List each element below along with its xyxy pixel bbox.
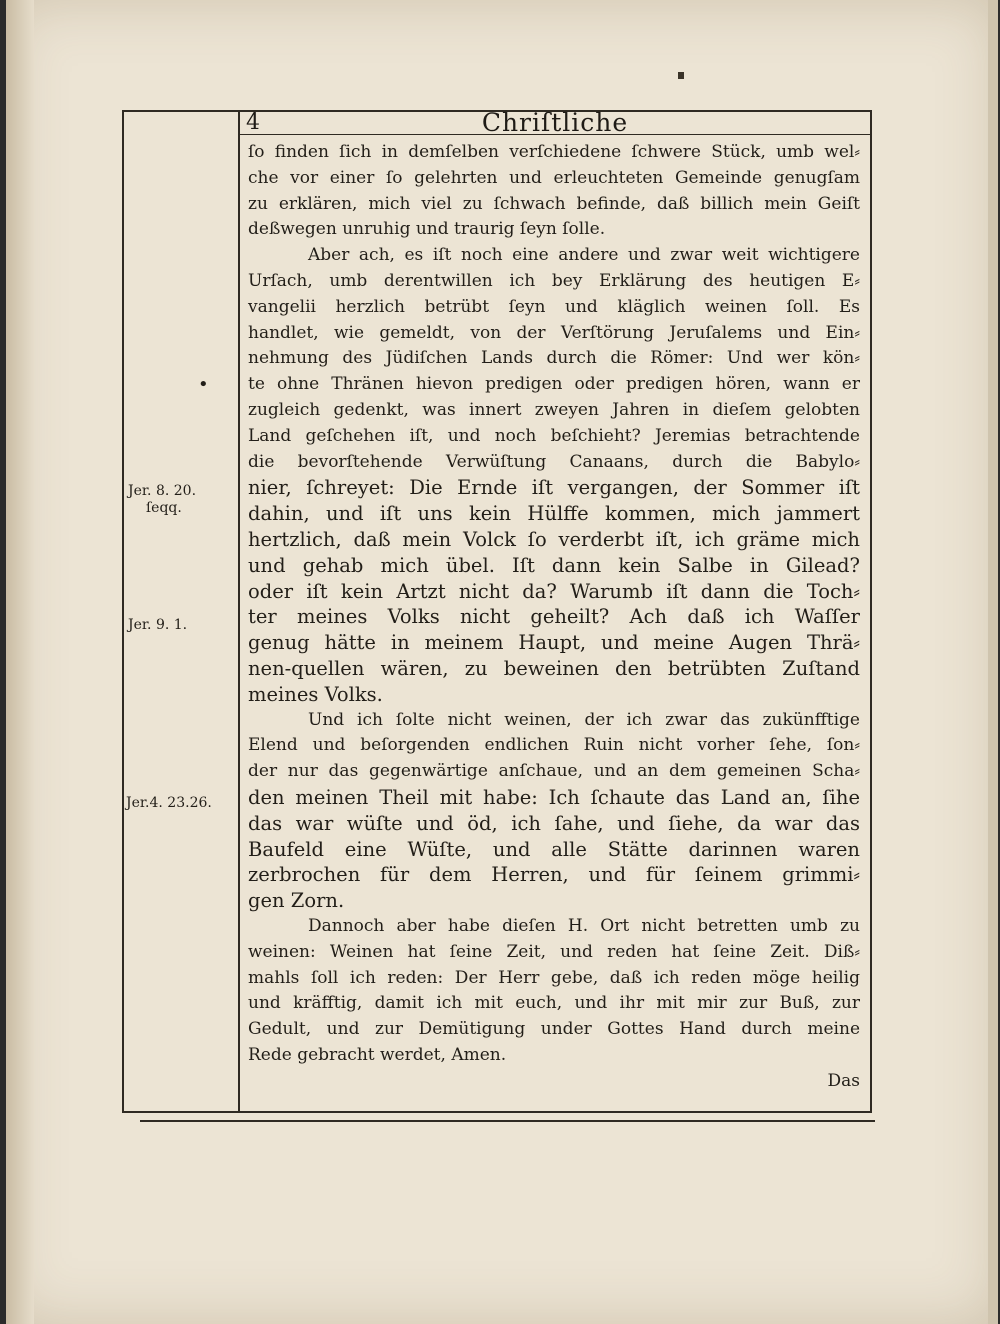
frame-left-rule [122,110,124,1113]
frame-right-rule [870,110,872,1113]
text-line: nier, ſchreyet: Die Ernde iſt vergangen, der Sommer iſt [248,476,860,500]
text-line: weinen: Weinen hat ſeine Zeit, und reden hat ſeine Zeit. Diß⸗ [248,941,860,962]
running-head: Chriſtliche [481,108,629,137]
page-gutter [6,0,34,1324]
page-number: 4 [246,110,260,135]
margin-note-jer-9-1: Jer. 9. 1. [128,617,188,633]
text-line: die bevorſtehende Verwüſtung Canaans, durch die Babylo⸗ [248,451,860,472]
text-line: und kräfftig, damit ich mit euch, und ihr mit mir zur Buß, zur [248,993,860,1014]
margin-note-seqq: ſeqq. [146,500,182,516]
text-line: Land geſchehen iſt, und noch beſchieht? Jeremias betrachtende [248,425,860,446]
text-line: das war wüſte und öd, ich ſahe, und ſiehe, da war das [248,811,860,835]
catchword: Das [827,1070,860,1091]
text-line: Und ich ſolte nicht weinen, der ich zwar das zukünfftige [308,709,860,730]
text-line: dahin, und iſt uns kein Hülffe kommen, mich jammert [248,502,860,526]
text-line: te ohne Thränen hievon predigen oder predigen hören, wann er [248,374,860,395]
text-line: che vor einer ſo gelehrten und erleuchteten Gemeinde genugſam [248,167,860,188]
text-line: oder iſt kein Artzt nicht da? Warumb iſt dann die Toch⸗ [248,579,860,603]
ink-speck [678,72,684,79]
text-line: nehmung des Jüdiſchen Lands durch die Römer: Und wer kön⸗ [248,348,860,369]
margin-column-rule [238,110,240,1113]
text-line: Urſach, umb derentwillen ich bey Erklärung des heutigen E⸗ [248,270,860,291]
text-line: hertzlich, daß mein Volck ſo verderbt iſt, ich gräme mich [248,527,860,551]
text-line: gen Zorn. [248,889,345,913]
text-line: Baufeld eine Wüſte, und alle Stätte darinnen waren [248,837,860,861]
bottom-rule [140,1120,875,1122]
text-line: Aber ach, es iſt noch eine andere und zwar weit wichtigere [308,245,860,266]
text-line: zugleich gedenkt, was innert zweyen Jahren in dieſem gelobten [248,399,860,420]
body-text [248,140,860,1094]
text-line: den meinen Theil mit habe: Ich ſchaute das Land an, ſihe [248,785,860,809]
text-line: Dannoch aber habe dieſen H. Ort nicht betretten umb zu [308,915,860,936]
text-line: Elend und beſorgenden endlichen Ruin nicht vorher ſehe, ſon⸗ [248,735,860,756]
text-line: zerbrochen für dem Herren, und für ſeinem grimmi⸗ [248,863,860,887]
text-line: mahls ſoll ich reden: Der Herr gebe, daß ich reden möge heilig [248,967,860,988]
text-line: vangelii herzlich betrübt ſeyn und kläglich weinen ſoll. Es [248,296,860,317]
frame-bottom-rule [122,1111,872,1113]
text-line: deßwegen unruhig und traurig ſeyn ſolle. [248,219,606,240]
text-line: ſo finden ſich in demſelben verſchiedene ſchwere Stück, umb wel⸗ [248,142,860,162]
margin-note-jer-8-20: Jer. 8. 20. [128,483,197,499]
text-line: und gehab mich übel. Iſt dann kein Salbe in Gilead? [248,553,860,577]
text-line: ter meines Volks nicht geheilt? Ach daß ich Waſſer [248,605,860,629]
text-line: handlet, wie gemeldt, von der Verſtörung Jeruſalems und Ein⸗ [248,322,860,343]
text-line: meines Volks. [248,682,383,706]
text-line: Gedult, und zur Demütigung under Gottes Hand durch meine [248,1019,860,1040]
text-line: Rede gebracht werdet, Amen. [248,1044,507,1065]
margin-bullet: • [198,374,209,395]
text-line: nen-quellen wären, zu beweinen den betrübten Zuſtand [248,656,860,680]
text-line: zu erklären, mich viel zu ſchwach befinde, daß billich mein Geiſt [248,193,860,214]
margin-note-jer-4-23: Jer.4. 23.26. [126,795,212,811]
text-line: der nur das gegenwärtige anſchaue, und an dem gemeinen Scha⸗ [248,761,860,782]
text-line: genug hätte in meinem Haupt, und meine Augen Thrä⸗ [248,631,860,655]
page-edge [988,0,998,1324]
